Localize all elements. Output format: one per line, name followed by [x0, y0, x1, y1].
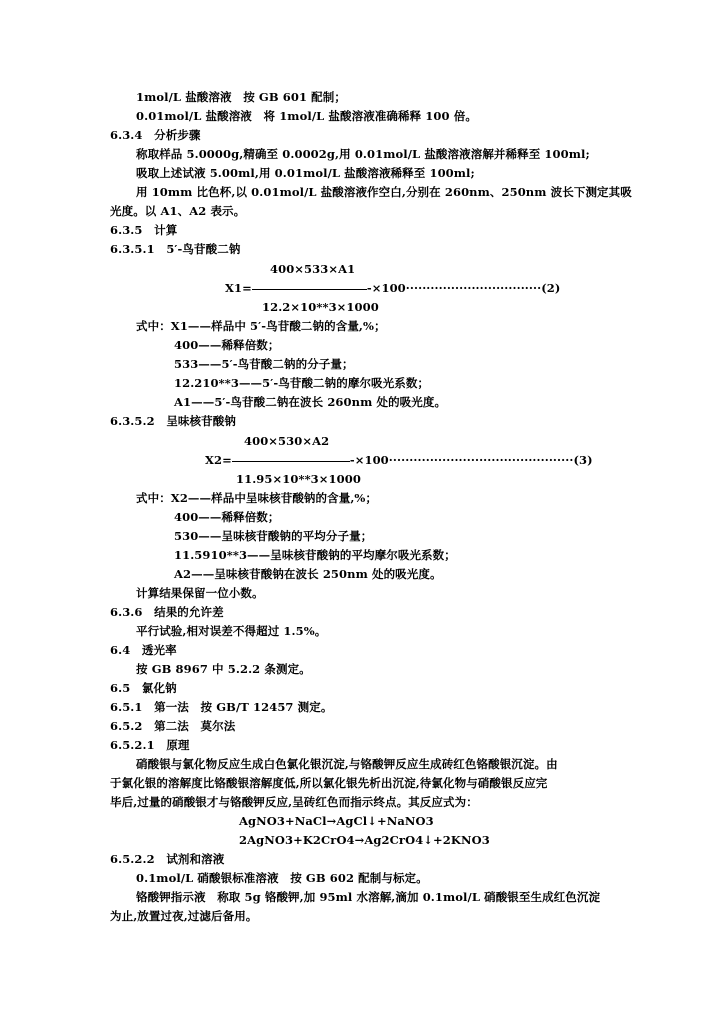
- text-line: 400——稀释倍数；: [174, 510, 280, 524]
- formula-line: [225, 280, 560, 296]
- text-line: 12.210**3——5′-鸟苷酸二钠的摩尔吸光系数；: [174, 376, 430, 390]
- formula-rhs: -×100·············································(3): [349, 453, 593, 467]
- text-line: 计算结果保留一位小数。: [136, 586, 264, 600]
- text-line: 平行试验,相对误差不得超过 1.5%。: [136, 624, 327, 638]
- formula-line: [205, 452, 593, 468]
- fraction-bar: [252, 289, 367, 290]
- formula-lhs: X1=: [225, 281, 252, 295]
- text-line: 称取样品 5.0000g,精确至 0.0002g,用 0.01mol/L 盐酸溶液溶解并稀释至 100ml;: [136, 147, 590, 161]
- text-line: 铬酸钾指示液 称取 5g 铬酸钾,加 95ml 水溶解,滴加 0.1mol/L 硝酸银至生成红色沉淀: [136, 890, 601, 904]
- text-line: 为止,放置过夜,过滤后备用。: [110, 909, 258, 923]
- section-heading: 6.3.6 结果的允许差: [110, 605, 224, 619]
- text-line: 于氯化银的溶解度比铬酸银溶解度低,所以氯化银先析出沉淀,待氯化物与硝酸银反应完: [110, 776, 548, 790]
- chemical-equation: 2AgNO3+K2CrO4→Ag2CrO4↓+2KNO3: [239, 833, 490, 847]
- chemical-equation: AgNO3+NaCl→AgCl↓+NaNO3: [239, 814, 434, 828]
- section-heading: 6.5.1 第一法 按 GB/T 12457 测定。: [110, 700, 333, 714]
- text-line: 0.01mol/L 盐酸溶液 将 1mol/L 盐酸溶液准确稀释 100 倍。: [136, 109, 477, 123]
- section-heading: 6.5.2.1 原理: [110, 738, 190, 752]
- text-line: A1——5′-鸟苷酸二钠在波长 260nm 处的吸光度。: [174, 395, 447, 409]
- text-line: 400——稀释倍数；: [174, 338, 280, 352]
- section-heading: 6.5 氯化钠: [110, 681, 177, 695]
- text-line: 530——呈味核苷酸钠的平均分子量；: [174, 529, 373, 543]
- section-heading: 6.5.2.2 试剂和溶液: [110, 852, 225, 866]
- text-line: 毕后,过量的硝酸银才与铬酸钾反应,呈砖红色而指示终点。其反应式为：: [110, 795, 478, 809]
- text-line: 硝酸银与氯化物反应生成白色氯化银沉淀,与铬酸钾反应生成砖红色铬酸银沉淀。由: [136, 757, 558, 771]
- text-line: 式中：X2——样品中呈味核苷酸钠的含量,%；: [136, 491, 378, 505]
- formula-numerator: 400×533×A1: [270, 262, 356, 276]
- section-heading: 6.3.4 分析步骤: [110, 128, 201, 142]
- text-line: 11.5910**3——呈味核苷酸钠的平均摩尔吸光系数；: [174, 548, 456, 562]
- text-line: 光度。以 A1、A2 表示。: [110, 204, 246, 218]
- text-line: 用 10mm 比色杯,以 0.01mol/L 盐酸溶液作空白,分别在 260nm、250nm 波长下测定其吸: [136, 185, 632, 199]
- section-heading: 6.3.5.2 呈味核苷酸钠: [110, 414, 236, 428]
- formula-lhs: X2=: [205, 453, 232, 467]
- text-line: 533——5′-鸟苷酸二钠的分子量；: [174, 357, 354, 371]
- formula-denominator: 11.95×10**3×1000: [236, 472, 361, 486]
- section-heading: 6.3.5 计算: [110, 223, 178, 237]
- section-heading: 6.4 透光率: [110, 643, 177, 657]
- text-line: 按 GB 8967 中 5.2.2 条测定。: [136, 662, 311, 676]
- formula-numerator: 400×530×A2: [244, 434, 330, 448]
- text-line: A2——呈味核苷酸钠在波长 250nm 处的吸光度。: [174, 567, 442, 581]
- section-heading: 6.5.2 第二法 莫尔法: [110, 719, 236, 733]
- text-line: 式中：X1——样品中 5′-鸟苷酸二钠的含量,%；: [136, 319, 386, 333]
- text-line: 吸取上述试液 5.00ml,用 0.01mol/L 盐酸溶液稀释至 100ml;: [136, 166, 475, 180]
- text-line: 1mol/L 盐酸溶液 按 GB 601 配制；: [136, 90, 346, 104]
- section-heading: 6.3.5.1 5′-鸟苷酸二钠: [110, 242, 241, 256]
- formula-rhs: -×100·································(2): [366, 281, 561, 295]
- fraction-bar: [232, 461, 350, 462]
- formula-denominator: 12.2×10**3×1000: [262, 300, 379, 314]
- text-line: 0.1mol/L 硝酸银标准溶液 按 GB 602 配制与标定。: [136, 871, 428, 885]
